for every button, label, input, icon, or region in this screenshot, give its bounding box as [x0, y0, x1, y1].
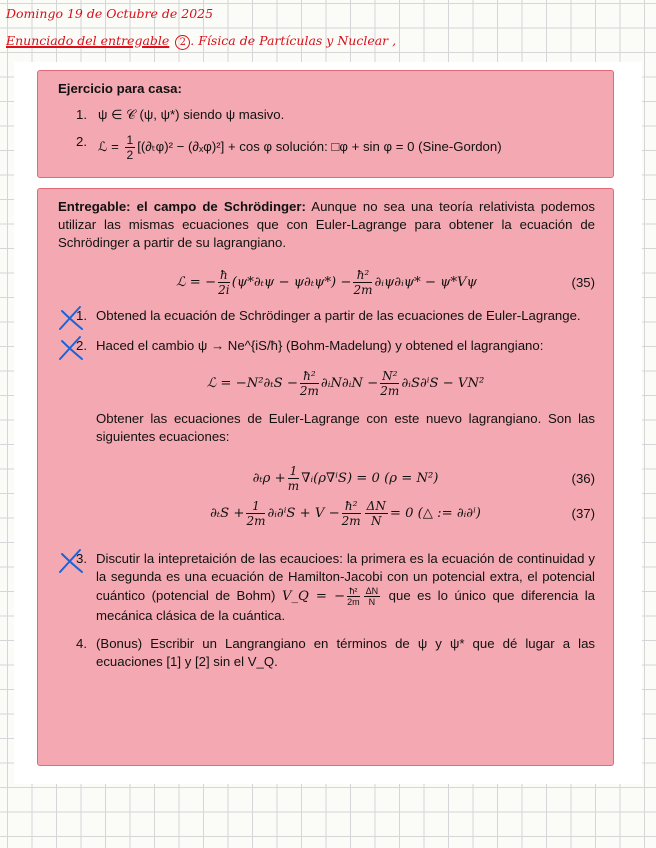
- item-number: 2.: [76, 134, 87, 149]
- homework-title: Ejercicio para casa:: [58, 81, 182, 96]
- frac-den: m: [287, 479, 300, 493]
- item-text: (Bonus) Escribir un Langrangiano en términos de ψ y ψ* que dé lugar a las ecuaciones [1] y [2] sin el V_Q.: [96, 636, 595, 669]
- subtitle-rest: . Física de Partículas y Nuclear ,: [190, 33, 397, 48]
- subtitle-main: Enunciado del entregable: [6, 33, 170, 48]
- frac-den: 2m: [299, 384, 319, 398]
- eq-part: ℒ = −N²∂ₜS −: [206, 376, 298, 391]
- homework-item-2: [58, 133, 595, 162]
- fraction: [342, 499, 361, 528]
- homework-item-1: [58, 106, 595, 124]
- frac-den: 2m: [341, 514, 361, 528]
- equation-37: [96, 499, 595, 528]
- frac-den: 2m: [347, 597, 360, 607]
- item-text: Obtened la ecuación de Schrödinger a partir de las ecuaciones de Euler-Lagrange.: [96, 308, 581, 323]
- fraction: [365, 499, 388, 528]
- item-text: Haced el cambio ψ → Ne^{iS/ħ} (Bohm-Madelung) y obtened el lagrangiano:: [96, 338, 544, 353]
- frac-num: ħ²: [342, 499, 361, 514]
- frac-den: N: [370, 514, 382, 528]
- fraction: [125, 133, 136, 162]
- eq-part: ∂ᵢ∂ⁱS + V −: [267, 506, 340, 521]
- fraction: [300, 369, 319, 398]
- item-number: 3.: [76, 551, 87, 566]
- item-number: 4.: [76, 636, 87, 651]
- item-number: 1.: [76, 308, 87, 323]
- intro-bold: Entregable: el campo de Schrödinger:: [58, 199, 306, 214]
- frac-num: ΔN: [365, 586, 379, 596]
- frac-den: 2i: [218, 283, 230, 297]
- equation-number: (36): [571, 471, 595, 486]
- fraction: [353, 268, 372, 297]
- equation-36: [96, 464, 595, 493]
- fraction: [246, 499, 265, 528]
- equation-number: (35): [571, 275, 595, 290]
- fraction: [364, 586, 381, 607]
- item-text-pre: ℒ =: [98, 138, 123, 154]
- item-text-post: que es lo único que diferencia la mecánica clásica de la cuántica.: [96, 587, 595, 623]
- eq-part: ℒ = −: [176, 275, 217, 290]
- frac-num: 1: [246, 499, 265, 514]
- frac-num: ħ²: [300, 369, 319, 384]
- eq-part: (ψ*∂ₜψ − ψ∂ₜψ*) −: [231, 275, 352, 290]
- item-number: 2.: [76, 338, 87, 353]
- item-number: 1.: [76, 107, 87, 122]
- handwritten-date: Domingo 19 de Octubre de 2025: [6, 6, 214, 21]
- frac-den: 2: [126, 148, 134, 162]
- handwritten-subtitle: [6, 33, 396, 50]
- frac-num: N²: [382, 369, 398, 383]
- frac-num: ΔN: [366, 499, 386, 513]
- intro-text: Aunque no sea una teoría relativista podemos utilizar las mismas ecuaciones que con Euler-Lagrange para obtener la ecuación de Schrödinger a partir de su lagrangiano.: [58, 199, 595, 250]
- frac-num: ħ²: [353, 268, 372, 283]
- eq-part: ∂ₜS +: [210, 506, 245, 521]
- equation-lagrangian: [96, 369, 595, 398]
- eq-part: ∂ᵢS∂ⁱS − VN²: [401, 376, 485, 391]
- frac-den: N: [368, 597, 376, 607]
- deliverable-box: [37, 188, 614, 766]
- eq-part: = 0 (△ := ∂ᵢ∂ⁱ): [389, 506, 481, 521]
- fraction: [288, 464, 300, 493]
- frac-den: 2m: [246, 514, 266, 528]
- frac-num: ħ: [220, 268, 228, 282]
- frac-num: 1: [126, 133, 134, 147]
- eq-part: ∇ᵢ(ρ∇ⁱS) = 0 (ρ = N²): [301, 471, 439, 486]
- frac-num: 1: [289, 464, 298, 478]
- deliverable-item-4: [58, 635, 595, 671]
- frac-num: ħ²: [347, 586, 360, 597]
- frac-den: 2m: [380, 384, 400, 398]
- followup-text: Obtener las ecuaciones de Euler-Lagrange con este nuevo lagrangiano. Son las siguientes ecuaciones:: [96, 411, 595, 444]
- equation-number: (37): [571, 506, 595, 521]
- deliverable-item-2: [58, 337, 595, 528]
- item-text: ψ ∈ 𝒞 (ψ, ψ*) siendo ψ masivo.: [98, 107, 285, 122]
- homework-box: [37, 70, 614, 178]
- equation-35: [58, 268, 595, 297]
- frac-den: 2m: [353, 283, 373, 297]
- deliverable-item-3: [58, 550, 595, 625]
- eq-part: ∂ᵢψ∂ᵢψ* − ψ*Vψ: [374, 275, 477, 290]
- intro-paragraph: [58, 198, 595, 252]
- vq-symbol: V_Q = −: [281, 588, 346, 604]
- eq-part: ∂ᵢN∂ᵢN −: [320, 376, 379, 391]
- item-text-pre: Discutir la intepretaición de las ecaucioes: la primera es la ecuación de continuidad y la segunda es una ecuación de Hamilton-Jacobi con un potencial extra, el potencial cuántico (potencial de Bohm): [96, 551, 595, 603]
- circled-number: 2: [175, 35, 190, 50]
- item-text-post: [(∂ₜφ)² − (∂ₓφ)²] + cos φ solución: □φ + sin φ = 0 (Sine-Gordon): [137, 138, 502, 154]
- deliverable-item-1: [58, 307, 595, 325]
- fraction: [380, 369, 399, 398]
- eq-part: ∂ₜρ +: [252, 471, 286, 486]
- fraction: [218, 268, 230, 297]
- fraction: [347, 586, 360, 607]
